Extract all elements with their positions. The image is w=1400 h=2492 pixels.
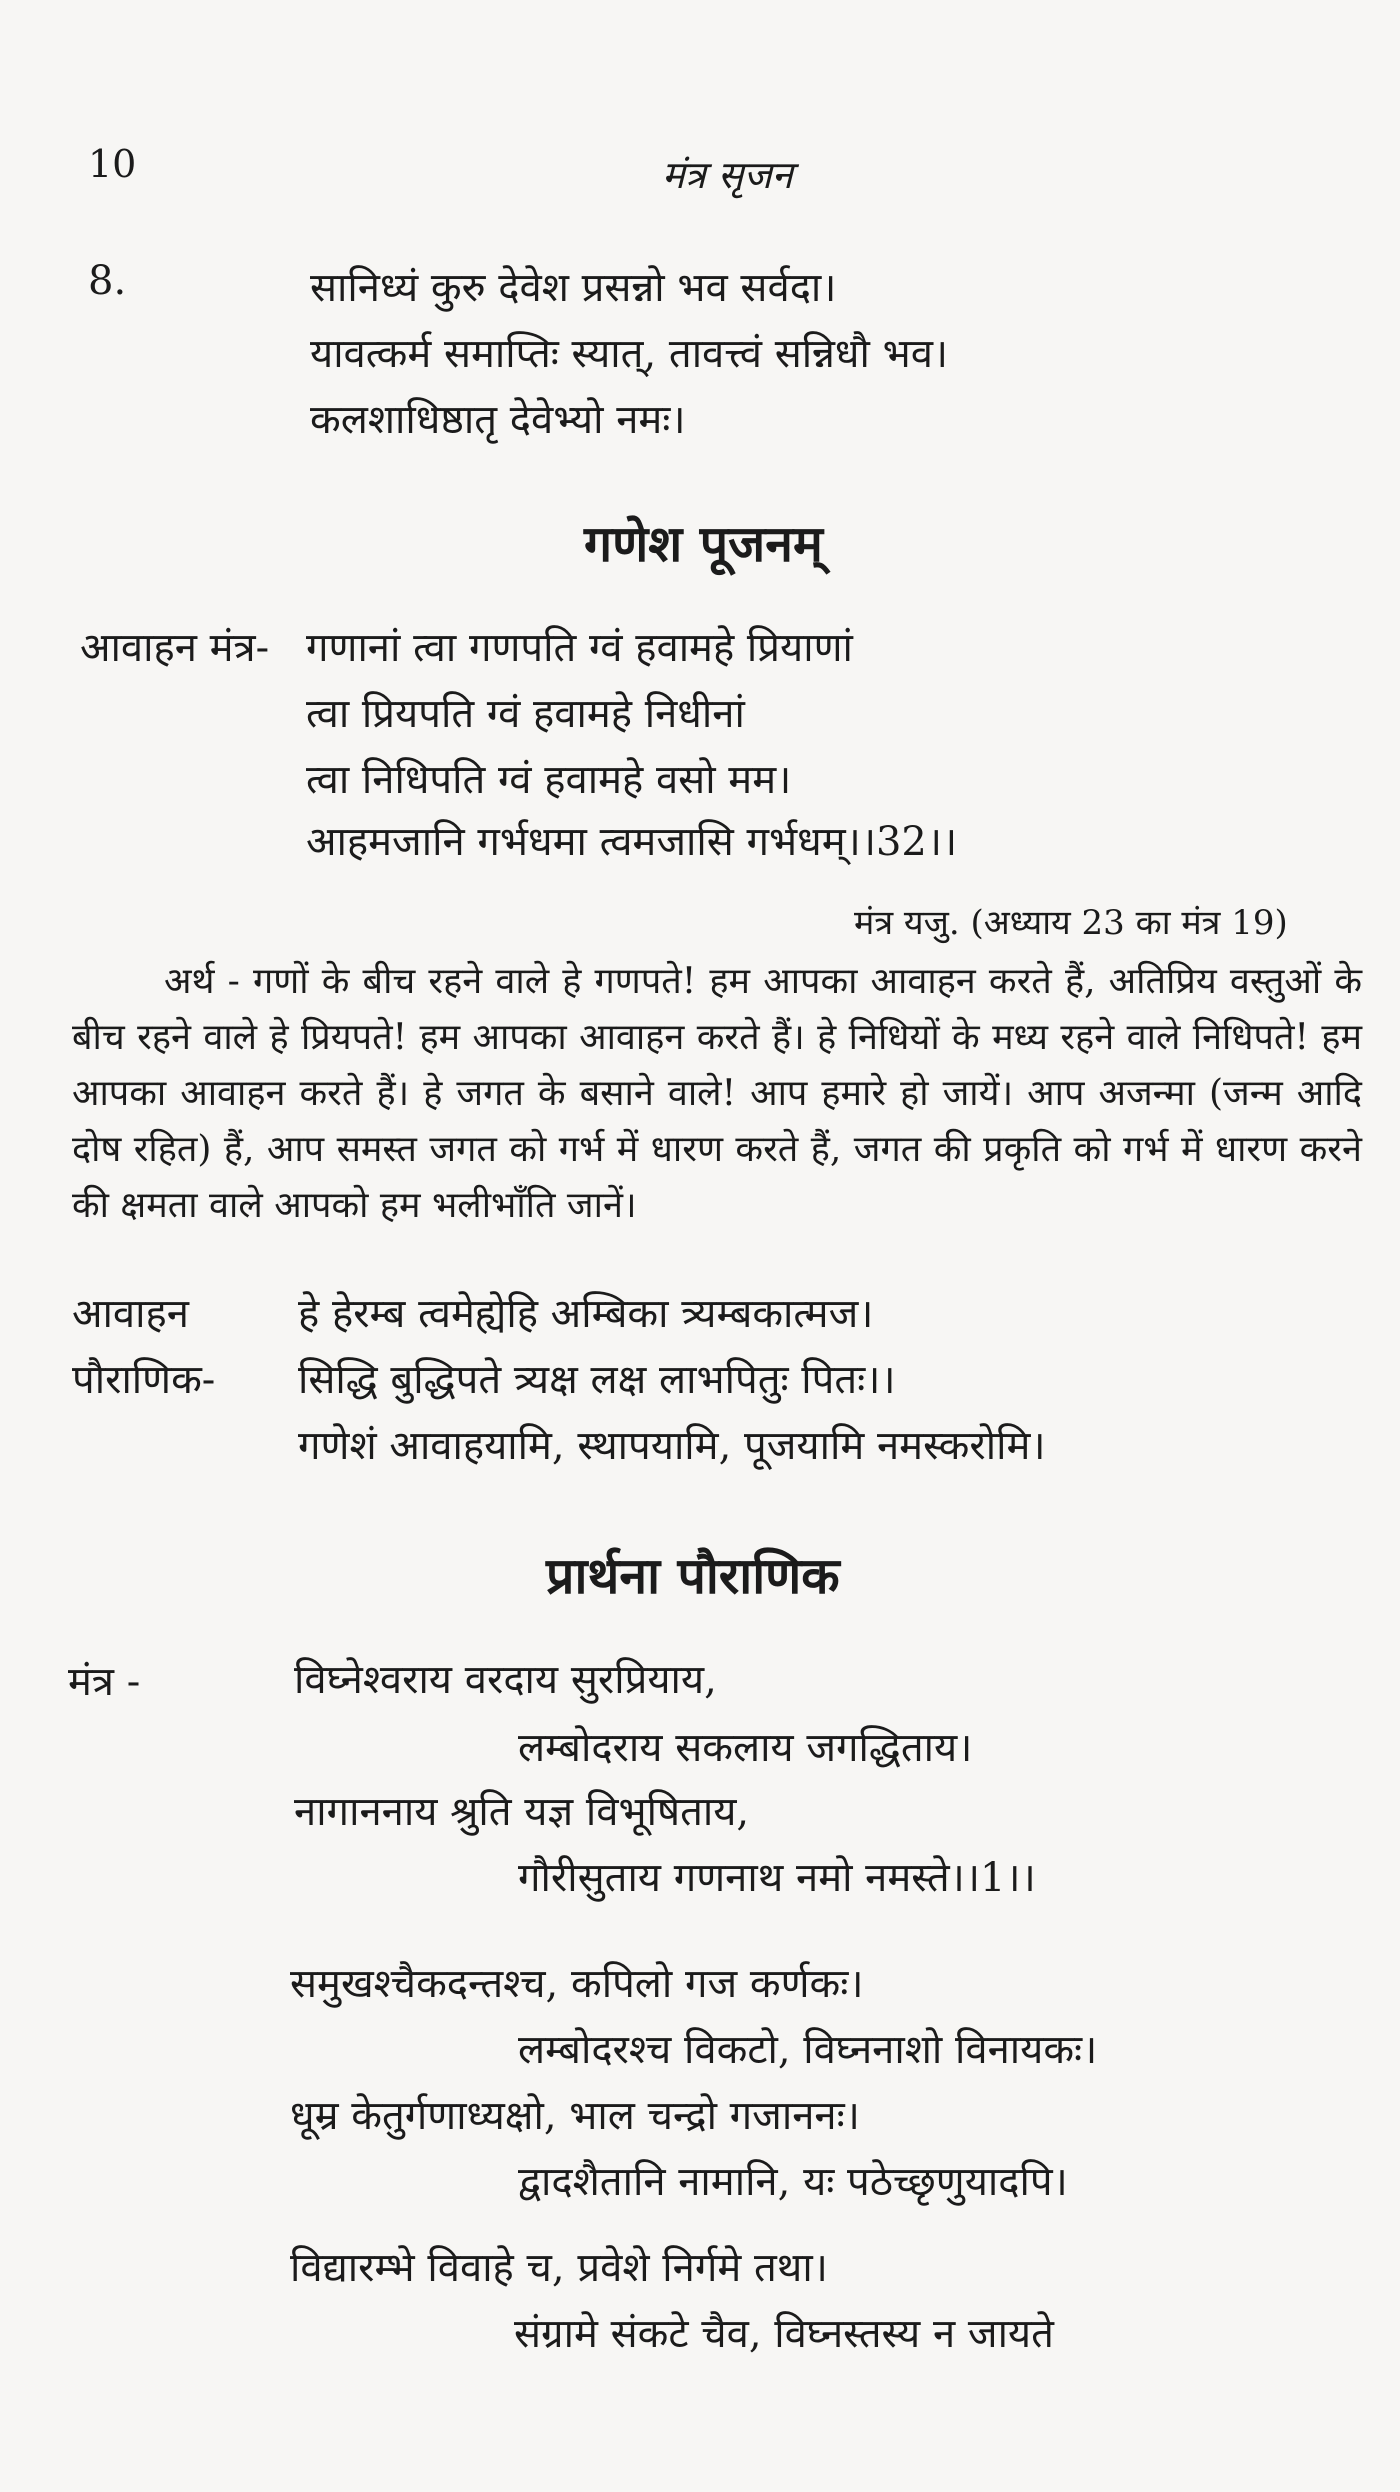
pauranik-label: पौराणिक- [72,1357,216,1403]
meaning-paragraph [72,954,1362,1234]
page-number: 10 [88,142,137,186]
prayer-line: समुखश्चैकदन्तश्च, कपिलो गज कर्णकः। [290,1961,864,2007]
mantra-line: गणानां त्वा गणपति ग्वं हवामहे प्रियाणां [306,625,853,671]
mantra-label: आवाहन मंत्र- [80,625,270,671]
verse-line: यावत्कर्म समाप्तिः स्यात्, तावत्त्वं सन्निधौ भव। [310,331,949,377]
verse-number: 8. [88,258,127,304]
prayer-line: विद्यारम्भे विवाहे च, प्रवेशे निर्गमे तथा। [290,2245,828,2291]
meaning-text: अर्थ - गणों के बीच रहने वाले हे गणपते! हम आपका आवाहन करते हैं, अतिप्रिय वस्तुओं के बीच रहने वाले हे प्रियपते! हम आपका आवाहन करते हैं। हे निधियों के मध्य रहने वाले निधिपते! हम आपका आवाहन करते हैं। हे जगत के बसाने वाले! आप हमारे हो जायें। आप अजन्मा (जन्म आदि दोष रहित) हैं, आप समस्त जगत को गर्भ में धारण करते हैं, जगत की प्रकृति को गर्भ में धारण करने की क्षमता वाले आपको हम भलीभाँति जानें। [72,961,1362,1226]
verse-line: कलशाधिष्ठातृ देवेभ्यो नमः। [310,397,686,443]
mantra-line: सिद्धि बुद्धिपते त्र्यक्ष लक्ष लाभपितुः पितः।। [298,1357,896,1403]
verse-line: सानिध्यं कुरु देवेश प्रसन्नो भव सर्वदा। [310,265,837,311]
mantra-line: त्वा प्रियपति ग्वं हवामहे निधीनां [306,691,745,737]
mantra-reference: मंत्र यजु. (अध्याय 23 का मंत्र 19) [854,903,1288,943]
section-title: प्रार्थना पौराणिक [546,1546,840,1605]
section-title: गणेश पूजनम् [584,514,823,573]
mantra-line: त्वा निधिपति ग्वं हवामहे वसो मम। [306,757,792,803]
mantra-label: मंत्र - [68,1659,141,1705]
running-title: मंत्र सृजन [662,153,793,197]
mantra-line: आहमजानि गर्भधमा त्वमजासि गर्भधम्।।32।। [306,819,958,865]
prayer-line: नागाननाय श्रुति यज्ञ विभूषिताय, [294,1789,750,1835]
prayer-line: गौरीसुताय गणनाथ नमो नमस्ते।।1।। [518,1855,1036,1901]
prayer-line: लम्बोदराय सकलाय जगद्धिताय। [518,1725,973,1771]
avahan-label: आवाहन [72,1291,189,1337]
prayer-line: विघ्नेश्वराय वरदाय सुरप्रियाय, [294,1657,717,1703]
mantra-line: हे हेरम्ब त्वमेह्येहि अम्बिका त्र्यम्बकात्मज। [298,1291,874,1337]
prayer-line: धूम्र केतुर्गणाध्यक्षो, भाल चन्द्रो गजाननः। [290,2093,860,2139]
prayer-line: द्वादशैतानि नामानि, यः पठेच्छृणुयादपि। [518,2159,1068,2205]
prayer-line: संग्रामे संकटे चैव, विघ्नस्तस्य न जायते [514,2311,1054,2357]
prayer-line: लम्बोदरश्च विकटो, विघ्ननाशो विनायकः। [518,2027,1098,2073]
mantra-line: गणेशं आवाहयामि, स्थापयामि, पूजयामि नमस्करोमि। [298,1423,1046,1469]
